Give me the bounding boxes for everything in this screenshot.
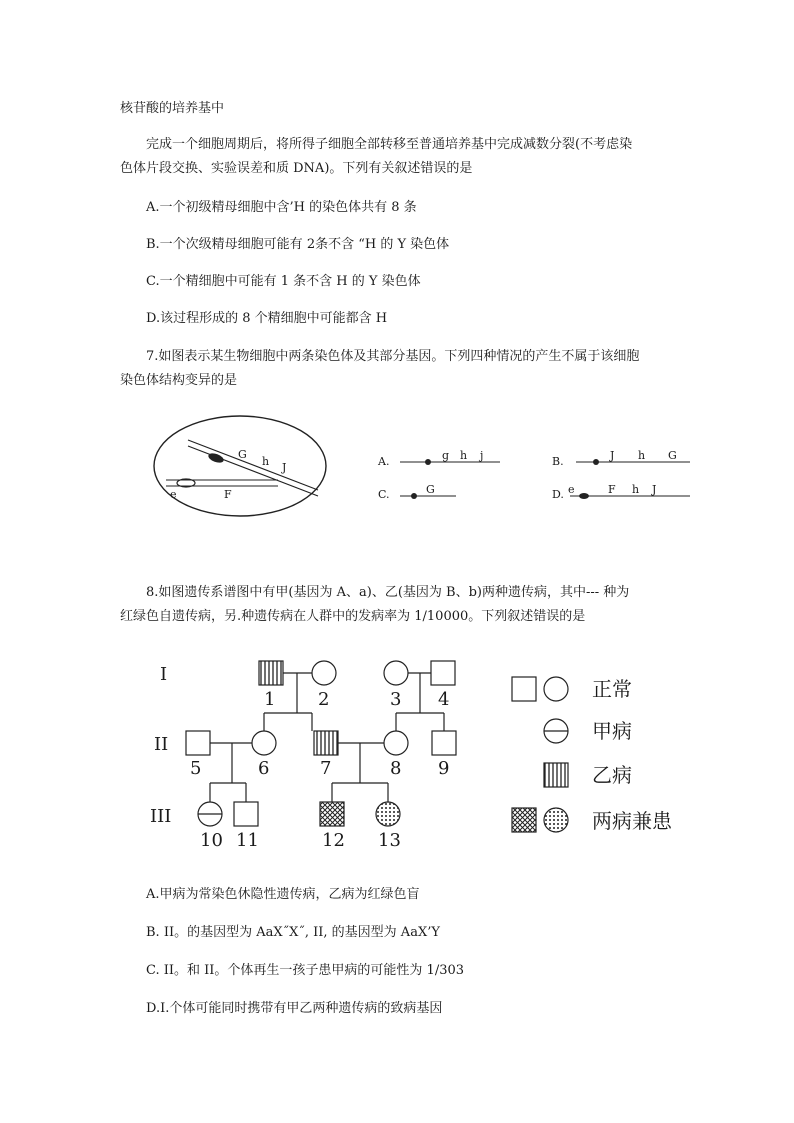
q6-stem-line1: 完成一个细胞周期后，将所得子细胞全部转移至普通培养基中完成减数分裂(不考虑染 (146, 137, 633, 152)
person-number-2: 2 (318, 689, 330, 710)
legend-label-normal: 正常 (592, 677, 632, 701)
person-number-3: 3 (390, 689, 402, 710)
person-number-11: 11 (236, 830, 259, 851)
q8-stem-line1: 8.如图遗传系谱图中有甲(基因为 A、a)、乙(基因为 B、b)两种遗传病，其中--- 种为 (146, 585, 630, 600)
legend-label-disease-b: 乙病 (592, 763, 632, 787)
chromosome-figure (150, 412, 700, 522)
option-b-gene-J: J (610, 449, 615, 462)
pedigree-person-6 (252, 731, 276, 755)
pedigree-person-5 (186, 731, 210, 755)
option-d-gene-h: h (632, 483, 640, 496)
q7-stem-line1: 7.如图表示某生物细胞中两条染色体及其部分基因。下列四种情况的产生不属于该细胞 (146, 349, 640, 364)
option-d-gene-F: F (608, 483, 616, 496)
legend-both-male (512, 808, 536, 832)
generation-label-2: II (154, 734, 169, 755)
pedigree-person-4 (431, 661, 455, 685)
option-b-gene-h: h (638, 449, 646, 462)
person-number-10: 10 (200, 830, 223, 851)
pedigree-person-11 (234, 802, 258, 826)
person-number-9: 9 (438, 758, 450, 779)
person-number-4: 4 (438, 689, 450, 710)
continued-header: 核苷酸的培养基中 (120, 101, 225, 116)
option-a-label: A. (378, 455, 390, 468)
pedigree-person-8 (384, 731, 408, 755)
person-number-7: 7 (320, 758, 332, 779)
q6-stem-line2: 色体片段交换、实验误差和质 DNA)。下列有关叙述错误的是 (120, 161, 473, 176)
pedigree-person-7 (314, 731, 338, 755)
legend-label-both: 两病兼患 (592, 809, 672, 833)
pedigree-chart (140, 650, 700, 860)
q6-option-c: C.一个精细胞中可能有 1 条不含 H 的 Y 染色体 (146, 274, 421, 289)
legend-both-female (544, 808, 568, 832)
option-c-label: C. (378, 488, 390, 501)
gene-label-F: F (224, 488, 232, 501)
gene-label-h: h (262, 455, 270, 468)
q8-option-b: B. II。的基因型为 AaX˝X˝, II, 的基因型为 AaX’Y (146, 925, 440, 940)
legend-disease-b-male (544, 763, 568, 787)
legend-normal-male (512, 677, 536, 701)
gene-label-G: G (238, 448, 247, 461)
option-d-gene-J: J (652, 483, 657, 496)
legend-label-disease-a: 甲病 (592, 719, 632, 743)
q8-option-a: A.甲病为常染色休隐性遗传病，乙病为红绿色盲 (146, 887, 420, 902)
q8-option-d: D.I.个体可能同时携带有甲乙两种遗传病的致病基因 (146, 1001, 443, 1016)
option-d-gene-e: e (568, 483, 575, 496)
q7-stem-line2: 染色体结构变异的是 (120, 373, 238, 388)
gene-label-J: J (282, 461, 287, 474)
pedigree-person-12 (320, 802, 344, 826)
option-b-label: B. (552, 455, 564, 468)
q6-option-d: D.该过程形成的 8 个精细胞中可能都含 H (146, 311, 388, 326)
option-d-label: D. (552, 488, 564, 501)
option-b-gene-G: G (668, 449, 677, 462)
option-a-gene-h: h (460, 449, 468, 462)
pedigree-person-2 (312, 661, 336, 685)
pedigree-person-13 (376, 802, 400, 826)
option-a-gene-j: j (480, 449, 484, 462)
generation-label-3: III (150, 806, 172, 827)
person-number-12: 12 (322, 830, 345, 851)
person-number-8: 8 (390, 758, 402, 779)
generation-label-1: I (160, 664, 168, 685)
q8-stem-line2: 红绿色自遗传病，另.种遗传病在人群中的发病率为 1/10000。下列叙述错误的是 (120, 609, 586, 624)
pedigree-person-1 (259, 661, 283, 685)
q6-option-b: B.一个次级精母细胞可能有 2条不含 “H 的 Y 染色体 (146, 237, 450, 252)
pedigree-person-3 (384, 661, 408, 685)
person-number-13: 13 (378, 830, 401, 851)
q8-option-c: C. II。和 II。个体再生一孩子患甲病的可能性为 1/303 (146, 963, 465, 978)
option-c-gene-G: G (426, 483, 435, 496)
person-number-1: 1 (264, 689, 276, 710)
person-number-6: 6 (258, 758, 270, 779)
person-number-5: 5 (190, 758, 202, 779)
gene-label-e: e (170, 488, 177, 501)
legend-normal-female (544, 677, 568, 701)
q6-option-a: A.一个初级精母细胞中含’H 的染色体共有 8 条 (146, 200, 417, 215)
option-a-gene-g: g (442, 449, 450, 462)
pedigree-person-9 (432, 731, 456, 755)
